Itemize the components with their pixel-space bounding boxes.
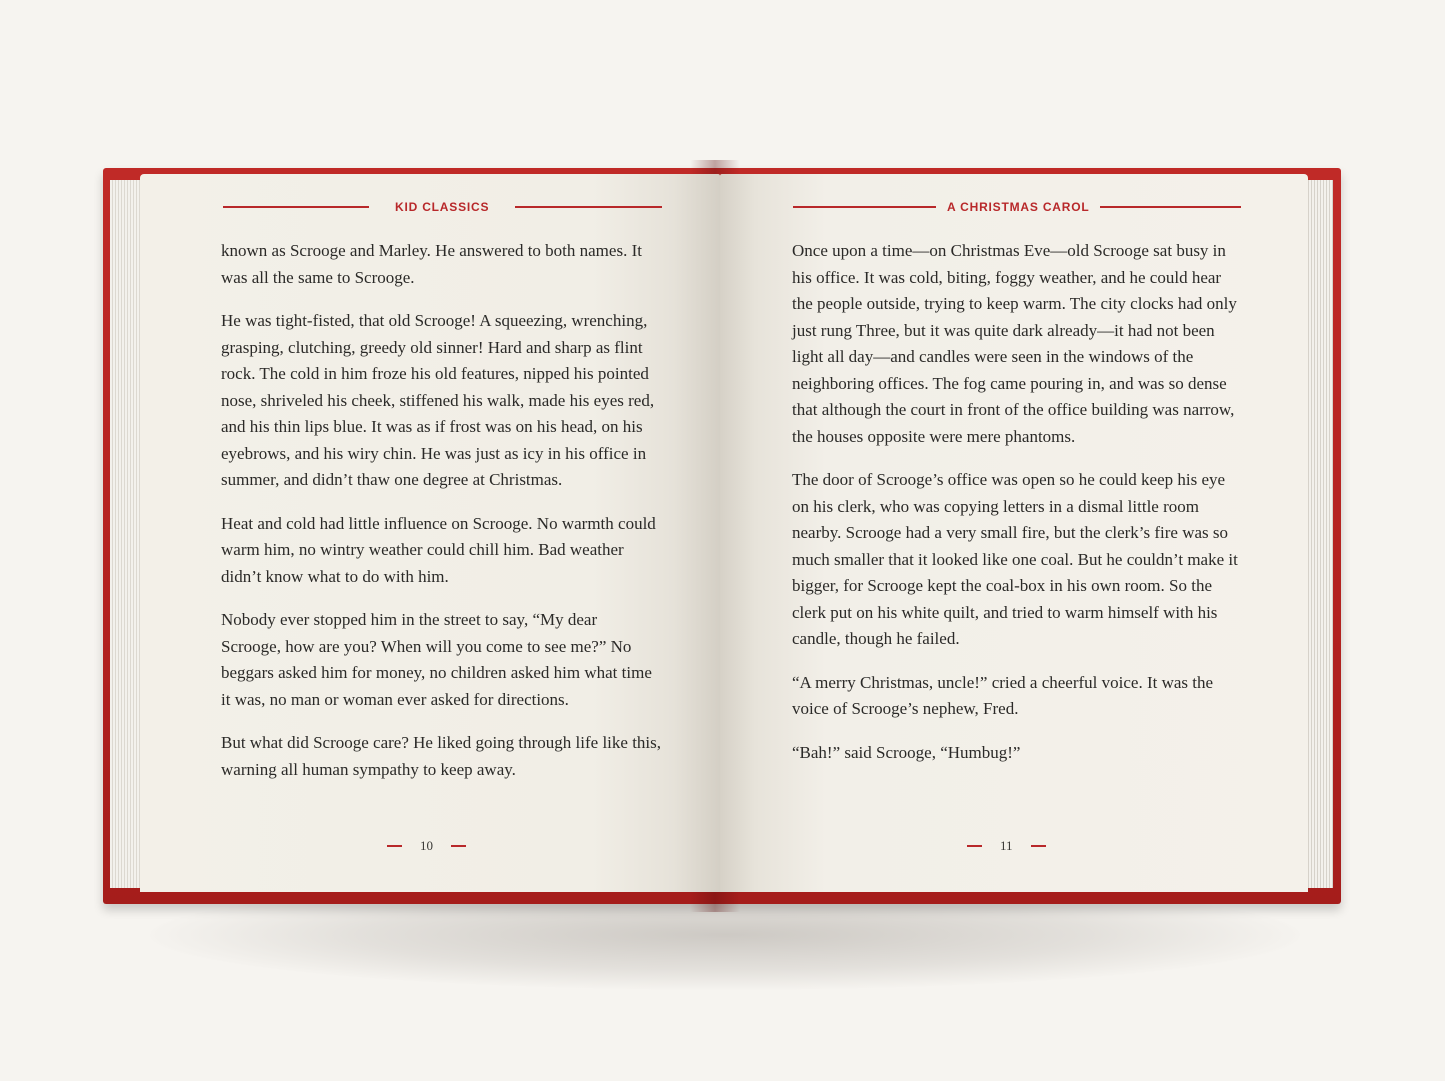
paragraph: He was tight-fisted, that old Scrooge! A squeezing, wrenching, grasping, clutching, greedy old sinner! Hard and sharp as flint rock. The cold in him froze his old features, nipped his pointed nose, shriveled his cheek, stiffened his walk, made his eyes red, and his thin lips blue. It was as if frost was on his head, on his eyebrows, and his wiry chin. He was just as icy in his office in summer, and didn’t thaw one degree at Christmas.: [221, 311, 655, 489]
running-head-rule: [793, 206, 936, 208]
paragraph: known as Scrooge and Marley. He answered to both names. It was all the same to Scrooge.: [221, 241, 642, 287]
left-running-head: [223, 200, 662, 214]
page-number: 10: [420, 838, 433, 853]
paragraph: Once upon a time—on Christmas Eve—old Scrooge sat busy in his office. It was cold, biting, foggy weather, and he could hear the people outside, trying to keep warm. The city clocks had only just rung Three, but it was quite dark already—it had not been light all day—and candles were seen in the windows of the neighboring offices. The fog came pouring in, and was so dense that although the court in front of the office building was narrow, the houses opposite were mere phantoms.: [792, 241, 1237, 446]
paragraph: “Bah!” said Scrooge, “Humbug!”: [792, 742, 1021, 762]
right-page: [720, 174, 1308, 892]
folio-dash: [967, 845, 982, 847]
folio-dash: [451, 845, 466, 847]
paragraph: Heat and cold had little influence on Scrooge. No warmth could warm him, no wintry weather could chill him. Bad weather didn’t know what to do with him.: [221, 513, 656, 586]
left-page-text: [221, 238, 661, 800]
paragraph: Nobody ever stopped him in the street to say, “My dear Scrooge, how are you? When will you come to see me?” No beggars asked him for money, no children asked him what time it was, no man or woman ever asked for directions.: [221, 610, 652, 709]
running-head-rule: [1100, 206, 1241, 208]
running-head-title: A CHRISTMAS CAROL: [947, 200, 1090, 214]
running-head-title: KID CLASSICS: [395, 200, 490, 214]
right-page-text: [792, 238, 1242, 783]
running-head-rule: [223, 206, 369, 208]
paragraph: “A merry Christmas, uncle!” cried a cheerful voice. It was the voice of Scrooge’s nephew, Fred.: [792, 672, 1214, 718]
left-page-number: [387, 838, 466, 854]
page-number: 11: [1000, 838, 1013, 853]
paragraph: But what did Scrooge care? He liked going through life like this, warning all human sympathy to keep away.: [221, 733, 662, 779]
right-running-head: [793, 200, 1241, 214]
paragraph: The door of Scrooge’s office was open so he could keep his eye on his clerk, who was copying letters in a dismal little room nearby. Scrooge had a very small fire, but the clerk’s fire was so much smaller that it looked like one coal. But he couldn’t make it bigger, for Scrooge kept the coal-box in his own room. So the clerk put on his white quilt, and tried to warm himself with his candle, though he failed.: [792, 470, 1238, 648]
running-head-rule: [515, 206, 662, 208]
right-page-number: [967, 838, 1046, 854]
folio-dash: [387, 845, 402, 847]
folio-dash: [1031, 845, 1046, 847]
left-page: [140, 174, 720, 892]
